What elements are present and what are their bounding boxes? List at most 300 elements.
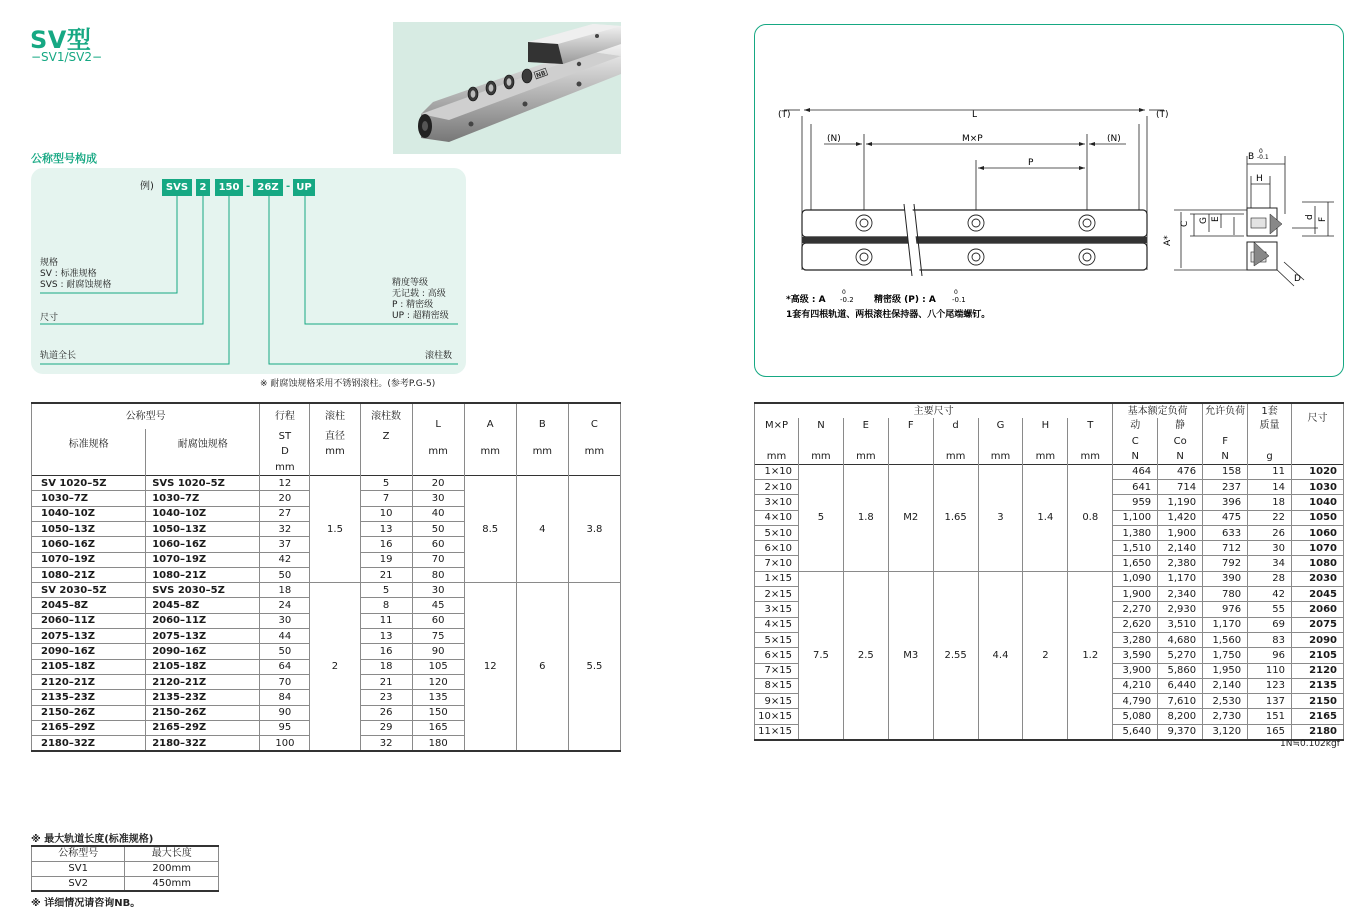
stroke-cell: 95 — [260, 720, 310, 735]
page-subtitle: −SV1/SV2− — [31, 50, 103, 64]
u-E: mm — [843, 449, 888, 464]
allow-load-cell: 237 — [1203, 479, 1248, 494]
mass-cell: 22 — [1248, 510, 1292, 525]
size-cell: 2135 — [1292, 678, 1344, 693]
dimension-drawing — [754, 24, 1344, 377]
length-cell: 45 — [412, 598, 464, 613]
mxp-cell: 5×10 — [755, 525, 799, 540]
mxp-cell: 2×15 — [755, 587, 799, 602]
dim-T-cell: 1.2 — [1068, 571, 1113, 739]
roller-count-cell: 8 — [360, 598, 412, 613]
u-Cd: N — [1113, 449, 1158, 464]
dyn-load-cell: 4,210 — [1113, 678, 1158, 693]
stroke-cell: 100 — [260, 736, 310, 751]
roller-count-cell: 13 — [360, 629, 412, 644]
dyn-load-cell: 1,650 — [1113, 556, 1158, 571]
precision-normal: 无记载 : 高级 — [392, 289, 446, 299]
max-row-model: SV2 — [32, 876, 125, 891]
rollers-label: 滚柱数 — [425, 351, 453, 361]
stroke-cell: 42 — [260, 552, 310, 567]
dyn-load-cell: 4,790 — [1113, 694, 1158, 709]
dyn-load-cell: 1,100 — [1113, 510, 1158, 525]
roller-dia-cell: 1.5 — [310, 476, 360, 583]
mass-cell: 96 — [1248, 648, 1292, 663]
std-model-cell: 2090–16Z — [32, 644, 146, 659]
hdr-dia3: D — [260, 444, 310, 459]
mxp-cell: 4×15 — [755, 617, 799, 632]
dim-B-tol: -0.1 — [1257, 154, 1269, 161]
tol-note-b: 精密级 (P) : A — [874, 295, 936, 305]
dim-H-cell: 2 — [1023, 571, 1068, 739]
size-cell: 1070 — [1292, 541, 1344, 556]
static-load-cell: 2,140 — [1158, 541, 1203, 556]
std-model-cell: 2105–18Z — [32, 659, 146, 674]
dyn-load-cell: 5,640 — [1113, 724, 1158, 739]
mass-cell: 110 — [1248, 663, 1292, 678]
size-cell: 2090 — [1292, 632, 1344, 647]
static-load-cell: 8,200 — [1158, 709, 1203, 724]
dyn-load-cell: 3,590 — [1113, 648, 1158, 663]
dim-d-cell: 2.55 — [933, 571, 978, 739]
spec-label: 规格 — [40, 258, 59, 268]
table-row — [755, 571, 1344, 586]
mass-cell: 165 — [1248, 724, 1292, 739]
allow-load-cell: 712 — [1203, 541, 1248, 556]
config-leader-lines — [0, 0, 470, 380]
mass-cell: 55 — [1248, 602, 1292, 617]
roller-count-cell: 21 — [360, 674, 412, 689]
hdr-A-unit: mm — [464, 444, 516, 459]
size-cell: 1040 — [1292, 495, 1344, 510]
mxp-cell: 7×15 — [755, 663, 799, 678]
length-cell: 90 — [412, 644, 464, 659]
hdr-Co: Co — [1158, 434, 1203, 449]
dim-H-cell: 1.4 — [1023, 464, 1068, 571]
mass-cell: 26 — [1248, 525, 1292, 540]
example-prefix: 例) — [140, 181, 154, 192]
spec-sv: SV : 标准规格 — [40, 269, 97, 279]
length-cell: 80 — [412, 567, 464, 582]
allow-load-cell: 780 — [1203, 587, 1248, 602]
dim-d: d — [1305, 214, 1315, 220]
u-Co: N — [1158, 449, 1203, 464]
static-load-cell: 1,190 — [1158, 495, 1203, 510]
hdr-size: 尺寸 — [1292, 403, 1344, 434]
length-cell: 135 — [412, 690, 464, 705]
hdr-sta: 静 — [1158, 418, 1203, 433]
dim-B-cell: 4 — [516, 476, 568, 583]
dyn-load-cell: 1,900 — [1113, 587, 1158, 602]
hdr-B: B — [516, 403, 568, 444]
force-note: 1N≒0.102kgf — [1280, 739, 1340, 749]
mxp-cell: 4×10 — [755, 510, 799, 525]
roller-count-cell: 26 — [360, 705, 412, 720]
u-G: mm — [978, 449, 1023, 464]
static-load-cell: 1,420 — [1158, 510, 1203, 525]
cor-model-cell: 1050–13Z — [146, 521, 260, 536]
spec-svs: SVS : 耐腐蚀规格 — [40, 280, 112, 290]
static-load-cell: 4,680 — [1158, 632, 1203, 647]
allow-load-cell: 633 — [1203, 525, 1248, 540]
dim-T-cell: 0.8 — [1068, 464, 1113, 571]
mxp-cell: 5×15 — [755, 632, 799, 647]
static-load-cell: 5,860 — [1158, 663, 1203, 678]
cor-model-cell: 2090–16Z — [146, 644, 260, 659]
static-load-cell: 7,610 — [1158, 694, 1203, 709]
dyn-load-cell: 1,510 — [1113, 541, 1158, 556]
roller-count-cell: 32 — [360, 736, 412, 751]
stroke-cell: 64 — [260, 659, 310, 674]
stroke-cell: 30 — [260, 613, 310, 628]
mxp-cell: 8×15 — [755, 678, 799, 693]
u-g: g — [1248, 449, 1292, 464]
tol-note-a: *高级 : A — [786, 295, 826, 305]
hdr-C: C — [568, 403, 620, 444]
length-cell: 180 — [412, 736, 464, 751]
size-cell: 2150 — [1292, 694, 1344, 709]
cor-model-cell: 1060–16Z — [146, 537, 260, 552]
size-cell: 2180 — [1292, 724, 1344, 739]
dyn-load-cell: 959 — [1113, 495, 1158, 510]
size-cell: 2165 — [1292, 709, 1344, 724]
length-cell: 30 — [412, 491, 464, 506]
table-row — [32, 476, 621, 491]
table-row — [755, 464, 1344, 479]
mxp-cell: 11×15 — [755, 724, 799, 739]
dyn-load-cell: 3,900 — [1113, 663, 1158, 678]
cor-model-cell: 2180–32Z — [146, 736, 260, 751]
stroke-cell: 12 — [260, 476, 310, 491]
dim-E-cell: 2.5 — [843, 571, 888, 739]
mass-cell: 137 — [1248, 694, 1292, 709]
stroke-cell: 44 — [260, 629, 310, 644]
size-cell: 2105 — [1292, 648, 1344, 663]
cor-model-cell: 1030–7Z — [146, 491, 260, 506]
stroke-cell: 84 — [260, 690, 310, 705]
allow-load-cell: 792 — [1203, 556, 1248, 571]
stroke-cell: 18 — [260, 583, 310, 598]
std-model-cell: 2120–21Z — [32, 674, 146, 689]
mxp-cell: 9×15 — [755, 694, 799, 709]
hdr-Z: Z — [360, 429, 412, 444]
size-cell: 2045 — [1292, 587, 1344, 602]
dim-C: C — [1180, 220, 1190, 227]
allow-load-cell: 2,530 — [1203, 694, 1248, 709]
dim-F: F — [1318, 216, 1328, 222]
dim-N-left: (N) — [827, 134, 841, 144]
mass-cell: 42 — [1248, 587, 1292, 602]
tol-note-b-zero: 0 — [954, 289, 958, 296]
code-rollers: 26Z — [253, 179, 283, 196]
dim-G-cell: 3 — [978, 464, 1023, 571]
roller-count-cell: 13 — [360, 521, 412, 536]
dim-L: L — [972, 110, 978, 120]
allow-load-cell: 3,120 — [1203, 724, 1248, 739]
hdr-L-unit: mm — [412, 444, 464, 459]
length-cell: 40 — [412, 506, 464, 521]
code-series: SVS — [162, 179, 192, 196]
mass-cell: 28 — [1248, 571, 1292, 586]
static-load-cell: 2,930 — [1158, 602, 1203, 617]
allow-load-cell: 396 — [1203, 495, 1248, 510]
max-hdr-model: 公称型号 — [32, 846, 125, 861]
cor-model-cell: 2060–11Z — [146, 613, 260, 628]
size-cell: 1060 — [1292, 525, 1344, 540]
static-load-cell: 9,370 — [1158, 724, 1203, 739]
dim-B: B — [1248, 152, 1255, 162]
mxp-cell: 3×15 — [755, 602, 799, 617]
roller-count-cell: 23 — [360, 690, 412, 705]
hdr-B-unit: mm — [516, 444, 568, 459]
cor-model-cell: SVS 2030–5Z — [146, 583, 260, 598]
stroke-cell: 24 — [260, 598, 310, 613]
u-F: N — [1203, 449, 1248, 464]
dim-T-left: (T) — [778, 110, 791, 120]
tol-note-b-val: -0.1 — [952, 296, 966, 304]
std-model-cell: 1070–19Z — [32, 552, 146, 567]
mxp-cell: 7×10 — [755, 556, 799, 571]
dyn-load-cell: 464 — [1113, 464, 1158, 479]
dyn-load-cell: 641 — [1113, 479, 1158, 494]
set-note: 1套有四根轨道、两根滚柱保持器、八个尾端螺钉。 — [786, 310, 991, 320]
roller-count-cell: 19 — [360, 552, 412, 567]
stroke-cell: 70 — [260, 674, 310, 689]
dim-H: H — [1256, 174, 1263, 184]
std-model-cell: 2060–11Z — [32, 613, 146, 628]
std-model-cell: 2180–32Z — [32, 736, 146, 751]
allow-load-cell: 390 — [1203, 571, 1248, 586]
size-label: 尺寸 — [40, 313, 59, 323]
mass-cell: 151 — [1248, 709, 1292, 724]
size-cell: 1050 — [1292, 510, 1344, 525]
size-cell: 2030 — [1292, 571, 1344, 586]
dyn-load-cell: 2,270 — [1113, 602, 1158, 617]
cor-model-cell: 1080–21Z — [146, 567, 260, 582]
hdr-H: H — [1023, 418, 1068, 433]
mass-cell: 83 — [1248, 632, 1292, 647]
hdr-ST: ST — [260, 429, 310, 444]
stroke-cell: 37 — [260, 537, 310, 552]
code-dash-2: - — [286, 181, 291, 192]
hdr-G: G — [978, 418, 1023, 433]
dim-N-cell: 7.5 — [798, 571, 843, 739]
stroke-cell: 20 — [260, 491, 310, 506]
static-load-cell: 2,380 — [1158, 556, 1203, 571]
dim-E-cell: 1.8 — [843, 464, 888, 571]
static-load-cell: 476 — [1158, 464, 1203, 479]
dim-B-tol0: 0 — [1259, 148, 1263, 155]
dim-A-cell: 12 — [464, 583, 516, 751]
max-row-len: 200mm — [125, 861, 219, 876]
mxp-cell: 6×10 — [755, 541, 799, 556]
stroke-cell: 50 — [260, 567, 310, 582]
length-cell: 50 — [412, 521, 464, 536]
dyn-load-cell: 5,080 — [1113, 709, 1158, 724]
mass-cell: 11 — [1248, 464, 1292, 479]
hdr-d: d — [933, 418, 978, 433]
dim-P: P — [1028, 158, 1034, 168]
roller-dia-cell: 2 — [310, 583, 360, 751]
hdr-stroke: 行程 — [260, 403, 310, 429]
std-model-cell: 2165–29Z — [32, 720, 146, 735]
stroke-cell: 27 — [260, 506, 310, 521]
std-model-cell: SV 2030–5Z — [32, 583, 146, 598]
stroke-cell: 50 — [260, 644, 310, 659]
mxp-cell: 2×10 — [755, 479, 799, 494]
length-cell: 60 — [412, 613, 464, 628]
hdr-A: A — [464, 403, 516, 444]
allow-load-cell: 158 — [1203, 464, 1248, 479]
dim-E: E — [1211, 216, 1221, 222]
mxp-cell: 1×15 — [755, 571, 799, 586]
roller-count-cell: 21 — [360, 567, 412, 582]
hdr-C-unit: mm — [568, 444, 620, 459]
static-load-cell: 3,510 — [1158, 617, 1203, 632]
dim-N-right: (N) — [1107, 134, 1121, 144]
mass-cell: 69 — [1248, 617, 1292, 632]
dyn-load-cell: 2,620 — [1113, 617, 1158, 632]
size-cell: 2060 — [1292, 602, 1344, 617]
u-T: mm — [1068, 449, 1113, 464]
size-cell: 1030 — [1292, 479, 1344, 494]
dim-D: D — [1294, 274, 1301, 284]
std-model-cell: 1050–13Z — [32, 521, 146, 536]
mass-cell: 14 — [1248, 479, 1292, 494]
std-model-cell: SV 1020–5Z — [32, 476, 146, 491]
cor-model-cell: SVS 1020–5Z — [146, 476, 260, 491]
hdr-rollers: 滚柱数 — [360, 403, 412, 429]
hdr-F: F — [888, 418, 933, 433]
hdr-dia2: 直径 — [310, 429, 360, 444]
std-model-cell: 2135–23Z — [32, 690, 146, 705]
allow-load-cell: 1,560 — [1203, 632, 1248, 647]
precision-p: P : 精密级 — [392, 300, 434, 310]
dim-T-right: (T) — [1156, 110, 1169, 120]
cor-model-cell: 2120–21Z — [146, 674, 260, 689]
std-model-cell: 1040–10Z — [32, 506, 146, 521]
tol-note-a-zero: 0 — [842, 289, 846, 296]
allow-load-cell: 1,750 — [1203, 648, 1248, 663]
allow-load-cell: 2,140 — [1203, 678, 1248, 693]
dim-F-cell: M3 — [888, 571, 933, 739]
right-spec-table — [754, 402, 1344, 741]
stroke-cell: 90 — [260, 705, 310, 720]
cor-model-cell: 2045–8Z — [146, 598, 260, 613]
max-length-title: ※ 最大轨道长度(标准规格) — [31, 834, 154, 845]
hdr-std: 标准规格 — [32, 429, 146, 460]
hdr-main: 主要尺寸 — [755, 403, 1113, 418]
hdr-dia-unit: mm — [310, 444, 360, 459]
hdr-load: 基本额定负荷 — [1113, 403, 1203, 418]
mass-cell: 123 — [1248, 678, 1292, 693]
size-cell: 1020 — [1292, 464, 1344, 479]
hdr-dyn: 动 — [1113, 418, 1158, 433]
cor-model-cell: 2135–23Z — [146, 690, 260, 705]
static-load-cell: 714 — [1158, 479, 1203, 494]
roller-count-cell: 5 — [360, 583, 412, 598]
cor-model-cell: 2150–26Z — [146, 705, 260, 720]
dim-G: G — [1199, 217, 1209, 224]
allow-load-cell: 1,170 — [1203, 617, 1248, 632]
static-load-cell: 2,340 — [1158, 587, 1203, 602]
mxp-cell: 3×10 — [755, 495, 799, 510]
std-model-cell: 1030–7Z — [32, 491, 146, 506]
table-row — [32, 583, 621, 598]
mxp-cell: 1×10 — [755, 464, 799, 479]
hdr-cor: 耐腐蚀规格 — [146, 429, 260, 460]
stroke-cell: 32 — [260, 521, 310, 536]
static-load-cell: 6,440 — [1158, 678, 1203, 693]
precision-up: UP : 超精密级 — [392, 311, 449, 321]
dim-d-cell: 1.65 — [933, 464, 978, 571]
dim-B-cell: 6 — [516, 583, 568, 751]
std-model-cell: 1080–21Z — [32, 567, 146, 582]
size-cell: 2120 — [1292, 663, 1344, 678]
std-model-cell: 2150–26Z — [32, 705, 146, 720]
hdr-dia1: 滚柱 — [310, 403, 360, 429]
left-spec-table — [31, 402, 621, 752]
hdr-ST-unit: mm — [260, 460, 310, 476]
dim-N-cell: 5 — [798, 464, 843, 571]
hdr-model: 公称型号 — [32, 403, 260, 429]
hdr-MxP: M×P — [755, 418, 799, 433]
tol-note-a-val: -0.2 — [840, 296, 854, 304]
roller-count-cell: 18 — [360, 659, 412, 674]
allow-load-cell: 976 — [1203, 602, 1248, 617]
length-cell: 120 — [412, 674, 464, 689]
photo-brand: NB — [535, 69, 547, 80]
max-hdr-len: 最大长度 — [125, 846, 219, 861]
length-cell: 30 — [412, 583, 464, 598]
hdr-mass: 1套 — [1248, 403, 1292, 418]
length-cell: 150 — [412, 705, 464, 720]
roller-count-cell: 16 — [360, 537, 412, 552]
std-model-cell: 1060–16Z — [32, 537, 146, 552]
code-dash-1: - — [246, 181, 251, 192]
u-N: mm — [798, 449, 843, 464]
allow-load-cell: 2,730 — [1203, 709, 1248, 724]
roller-count-cell: 11 — [360, 613, 412, 628]
roller-count-cell: 16 — [360, 644, 412, 659]
dim-A-cell: 8.5 — [464, 476, 516, 583]
hdr-E: E — [843, 418, 888, 433]
max-length-table — [31, 845, 219, 892]
dim-C-cell: 3.8 — [568, 476, 620, 583]
dim-F-cell: M2 — [888, 464, 933, 571]
cor-model-cell: 1040–10Z — [146, 506, 260, 521]
cor-model-cell: 2165–29Z — [146, 720, 260, 735]
dim-G-cell: 4.4 — [978, 571, 1023, 739]
code-length: 150 — [215, 179, 243, 196]
hdr-L: L — [412, 403, 464, 444]
dyn-load-cell: 1,090 — [1113, 571, 1158, 586]
length-label: 轨道全长 — [40, 351, 77, 361]
length-cell: 70 — [412, 552, 464, 567]
hdr-mass2: 质量 — [1248, 418, 1292, 433]
roller-count-cell: 5 — [360, 476, 412, 491]
roller-count-cell: 29 — [360, 720, 412, 735]
section-title: 公称型号构成 — [31, 152, 97, 165]
cor-model-cell: 2105–18Z — [146, 659, 260, 674]
size-cell: 1080 — [1292, 556, 1344, 571]
code-precision: UP — [293, 179, 315, 196]
corrosion-note: ※ 耐腐蚀规格采用不锈钢滚柱。(参考P.G-5) — [260, 379, 436, 389]
length-cell: 105 — [412, 659, 464, 674]
size-cell: 2075 — [1292, 617, 1344, 632]
cor-model-cell: 2075–13Z — [146, 629, 260, 644]
precision-label: 精度等级 — [392, 278, 429, 288]
length-cell: 165 — [412, 720, 464, 735]
